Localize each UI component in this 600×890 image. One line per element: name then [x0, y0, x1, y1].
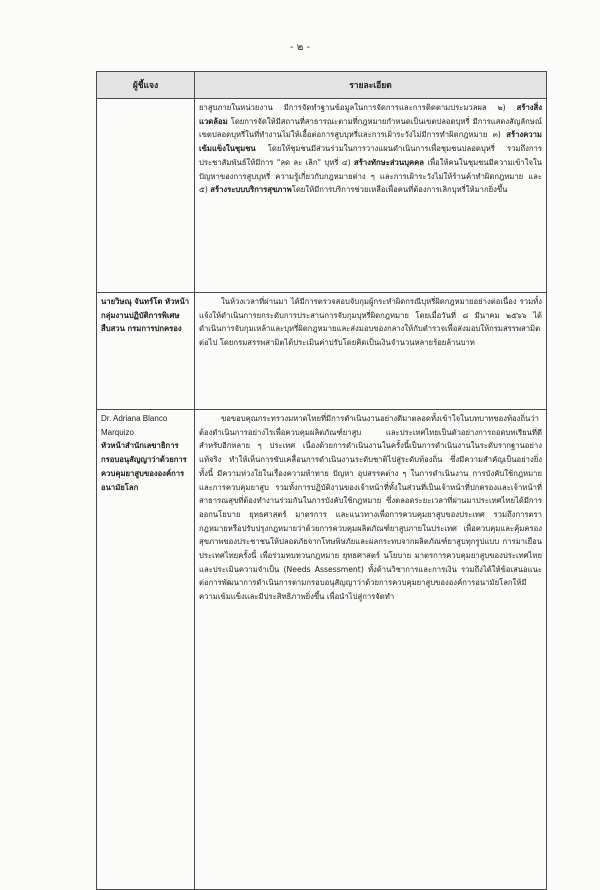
table-header-row [97, 72, 547, 99]
speaker-title: หัวหน้าสำนักเลขาธิการกรอบอนุสัญญาว่าด้วยการควบคุมยาสูบขององค์การอนามัยโลก [101, 441, 187, 492]
header-speaker: ผู้ชี้แจง [97, 72, 195, 99]
table-row [97, 99, 547, 293]
speaker-cell [97, 410, 195, 890]
header-detail: รายละเอียด [195, 72, 547, 99]
speaker-cell: นายวิษณุ จันทร์โต หัวหน้ากลุ่มงานปฏิบัติการพิเศษสืบสวน กรมการปกครอง [97, 293, 195, 410]
table-row [97, 293, 547, 410]
speaker-cell [97, 99, 195, 293]
detail-cell [195, 99, 547, 293]
detail-bold-segment: สร้างระบบบริการสุขภาพ [210, 185, 292, 195]
detail-text [199, 101, 542, 197]
detail-segment: โดยการจัดให้มีสถานที่สาธารณะตามที่กฎหมายกำหนดเป็นเขตปลอดบุหรี่ มีการแสดงสัญลักษณ์ เขตปลอดบุหรี่ในที่ทำงานไม่ให้เอื้อต่อการสูบบุหรี่และการเฝ้าระวังไม่มีการทำผิดกฎหมาย ๓) [199, 116, 542, 140]
detail-bold-segment: สร้างความเข้มแข็งในชุมชน [199, 130, 542, 154]
detail-text [199, 412, 542, 604]
detail-segment: ยาสูบภายในหน่วยงาน มีการจัดทำฐานข้อมูลในการจัดการและการติดตามประมวลผล ๒) [199, 103, 517, 112]
detail-text [199, 295, 542, 350]
detail-bold-segment: สร้างทักษะส่วนบุคคล [354, 157, 424, 167]
detail-segment: เพื่อให้คนในชุมชนมีความเข้าใจในปัญหาของการสูบบุหรี่ ความรู้เกี่ยวกับกฎหมายต่าง ๆ และการเฝ้าระวังไม่ให้ร้านค้าทำผิดกฎหมาย และ ๕) [199, 157, 542, 195]
detail-segment: ขอขอบคุณกระทรวงมหาดไทยที่มีการดำเนินงานอย่างดีมาตลอดทั้งเข้าใจในบทบาทของท้องถิ่นว่าต้องดำเนินการอย่างไรเพื่อควบคุมผลิตภัณฑ์ยาสูบ และประเทศไทยเป็นตัวอย่างการถอดบทเรียนที่ดีสำหรับอีกหลาย ๆ ประเทศ เนื่องด้วยการดำเนินงานในครั้งนี้เป็นการดำเนินงานในระดับรากฐานอย่างแท้จริง ทำให้เห็นการขับเคลื่อนการดำเนินงานระดับชาติไปสู่ระดับท้องถิ่น ซึ่งมีความสำคัญเป็นอย่างยิ่ง ทั้งนี้ มีความห่วงใยในเรื่องความท้าทาย ปัญหา อุปสรรคต่าง ๆ ในการดำเนินงาน การบังคับใช้กฎหมายและการควบคุมยาสูบ รวมทั้งการปฏิบัติงานของเจ้าหน้าที่ทั้งในส่วนที่เป็นเจ้าหน้าที่ปกครองและเจ้าหน้าที่สาธารณสุขที่ต้องทำงานร่วมกันในการบังคับใช้กฎหมาย ซึ่งตลอดระยะเวลาที่ผ่านมาประเทศไทยได้มีการออกนโยบาย ยุทธศาสตร์ มาตรการ และแนวทางเพื่อการควบคุมยาสูบของประเทศ รวมถึงการตรากฎหมายหรือปรับปรุงกฎหมายว่าด้วยการควบคุมผลิตภัณฑ์ยาสูบภายในประเทศ เพื่อควบคุมและคุ้มครองสุขภาพของประชาชนให้ปลอดภัยจากโทษพิษภัยและผลกระทบจากผลิตภัณฑ์ยาสูบทุกรูปแบบ การมาเยือนประเทศไทยครั้งนี้ เพื่อร่วมทบทวนกฎหมาย ยุทธศาสตร์ นโยบาย มาตรการควบคุมยาสูบของประเทศไทย และประเมินความจำเป็น (Needs Assessment) ทั้งด้านวิชาการและการเงิน รวมถึงได้ให้ข้อเสนอแนะต่อการพัฒนาการดำเนินการตามกรอบอนุสัญญาว่าด้วยการควบคุมยาสูบขององค์การอนามัยโลกให้มีความเข้มแข็งและมีประสิทธิภาพยิ่งขึ้น เพื่อนำไปสู่การจัดทำ [199, 414, 542, 602]
document-table [96, 71, 547, 890]
speaker-name-latin: Dr. Adriana Blanco Marquizo [101, 414, 168, 437]
detail-segment: ในห้วงเวลาที่ผ่านมา ได้มีการตรวจสอบจับกุมผู้กระทำผิดกรณีบุหรี่ผิดกฎหมายอย่างต่อเนื่อง รวมทั้ง แจ้งให้ดำเนินการยกระดับการประสานการจับกุมบุหรี่ผิดกฎหมาย โดยเมื่อวันที่ ๘ มีนาคม ๒๕๖๖ ได้ดำเนินการจับกุมเหล้าและบุหรี่ผิดกฎหมายและส่งมอบของกลางให้กับตำรวจเพื่อส่งมอบให้กรมสรรพสามิตต่อไป โดยกรมสรรพสามิตได้ประเมินค่าปรับโดยคิดเป็นเงินจำนวนหลายร้อยล้านบาท [199, 297, 542, 348]
page-number: - ๒ - [289, 42, 311, 53]
detail-segment: โดยให้มีการบริการช่วยเหลือเพื่อคนที่ต้องการเลิกบุหรี่ให้มากยิ่งขึ้น [291, 185, 508, 195]
detail-bold-segment: สร้างสิ่งแวดล้อม [199, 103, 542, 126]
table-row [97, 410, 547, 890]
detail-segment: โดยให้ชุมชนมีส่วนร่วมในการวางแผนดำเนินการเพื่อชุมชนปลอดบุหรี่ รวมถึงการประชาสัมพันธ์ให้มีการ "ลด ละ เลิก" บุหรี่ ๔) [199, 144, 542, 167]
detail-cell [195, 293, 547, 410]
detail-cell [195, 410, 547, 890]
